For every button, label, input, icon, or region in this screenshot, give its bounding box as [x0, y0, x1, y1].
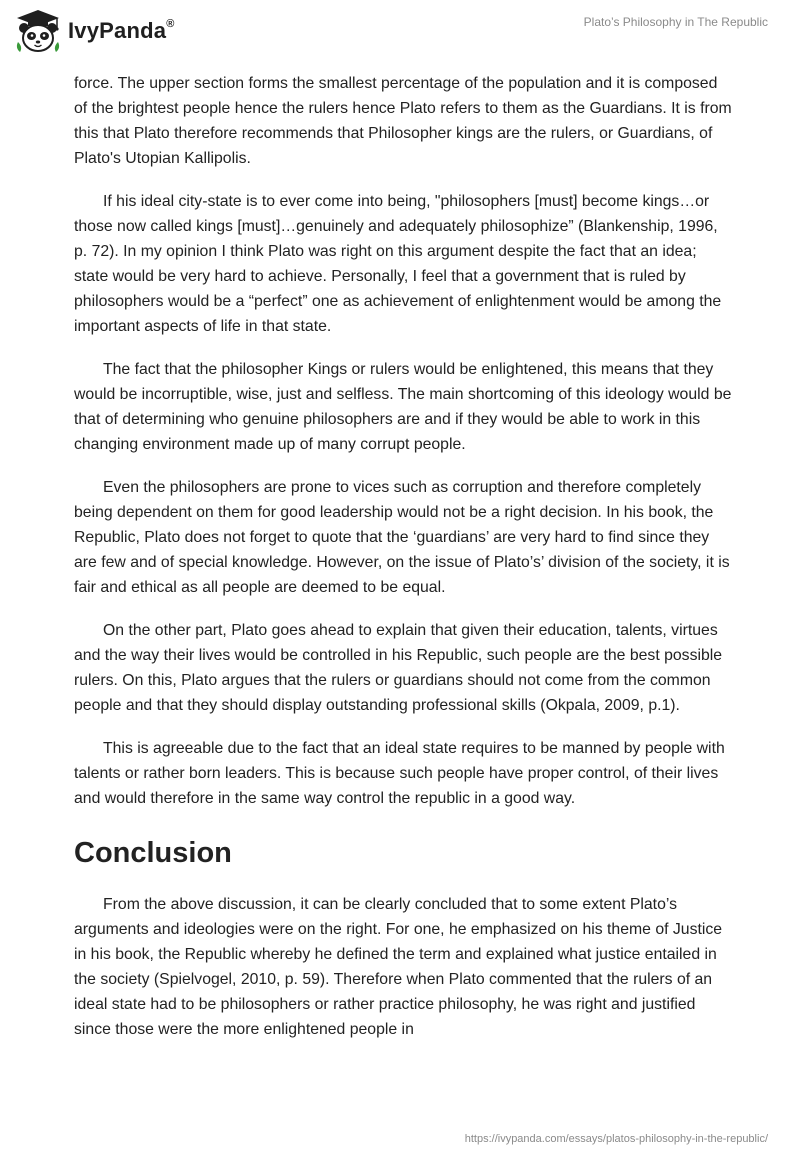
source-url[interactable]: https://ivypanda.com/essays/platos-philosophy-in-the-republic/	[464, 1133, 768, 1145]
paragraph: This is agreeable due to the fact that an ideal state requires to be manned by people with talents or rather born leaders. This is because such people have proper control, of their lives and would therefore in the same way control the republic in a good way.	[74, 740, 725, 807]
paragraph: The fact that the philosopher Kings or rulers would be enlightened, this means that they would be incorruptible, wise, just and selfless. The main shortcoming of this ideology would be that of determining who genuine philosophers are and if they would be able to work in this changing environment made up of many corrupt people.	[74, 361, 732, 453]
paragraph: If his ideal city-state is to ever come into being, "philosophers [must] become kings…or those now called kings [must]…genuinely and adequately philosophize” (Blankenship, 1996, p. 72). In my opinion I think Plato was right on this argument despite the fact that an idea; state would be very hard to achieve. Personally, I feel that a government that is ruled by philosophers would be a “perfect” one as achievement of enlightenment would be among the important aspects of life in that state.	[74, 193, 722, 335]
essay-body	[74, 71, 734, 1060]
running-title: Plato’s Philosophy in The Republic	[583, 15, 768, 29]
page-header	[0, 0, 800, 64]
brand-name: IvyPanda®	[68, 17, 175, 43]
conclusion-heading: Conclusion	[74, 837, 232, 869]
panda-logo-icon	[14, 8, 62, 54]
paragraph: force. The upper section forms the smallest percentage of the population and it is composed of the brightest people hence the rulers hence Plato refers to them as the Guardians. It is from this that Plato therefore recommends that Philosopher kings are the rulers, or Guardians, of Plato's Utopian Kallipolis.	[74, 75, 732, 167]
paragraph: Even the philosophers are prone to vices such as corruption and therefore completely being dependent on them for good leadership would not be a right decision. In his book, the Republic, Plato does not forget to quote that the ‘guardians’ are very hard to find since they are few and of special knowledge. However, on the issue of Plato’s’ division of the society, it is fair and ethical as all people are deemed to be equal.	[74, 479, 730, 596]
ivypanda-logo[interactable]	[14, 8, 175, 54]
paragraph: From the above discussion, it can be clearly concluded that to some extent Plato’s arguments and ideologies were on the right. For one, he emphasized on his theme of Justice in his book, the Republic whereby he defined the term and explained what justice entailed in the society (Spielvogel, 2010, p. 59). Therefore when Plato commented that the rulers of an ideal state had to be philosophers or rather practice philosophy, he was right and justified since those were the more enlightened people in	[74, 896, 723, 1038]
paragraph: On the other part, Plato goes ahead to explain that given their education, talents, virtues and the way their lives would be controlled in his Republic, such people are the best possible rulers. On this, Plato argues that the rulers or guardians should not come from the common people and that they should display outstanding professional skills (Okpala, 2009, p.1).	[74, 622, 723, 714]
